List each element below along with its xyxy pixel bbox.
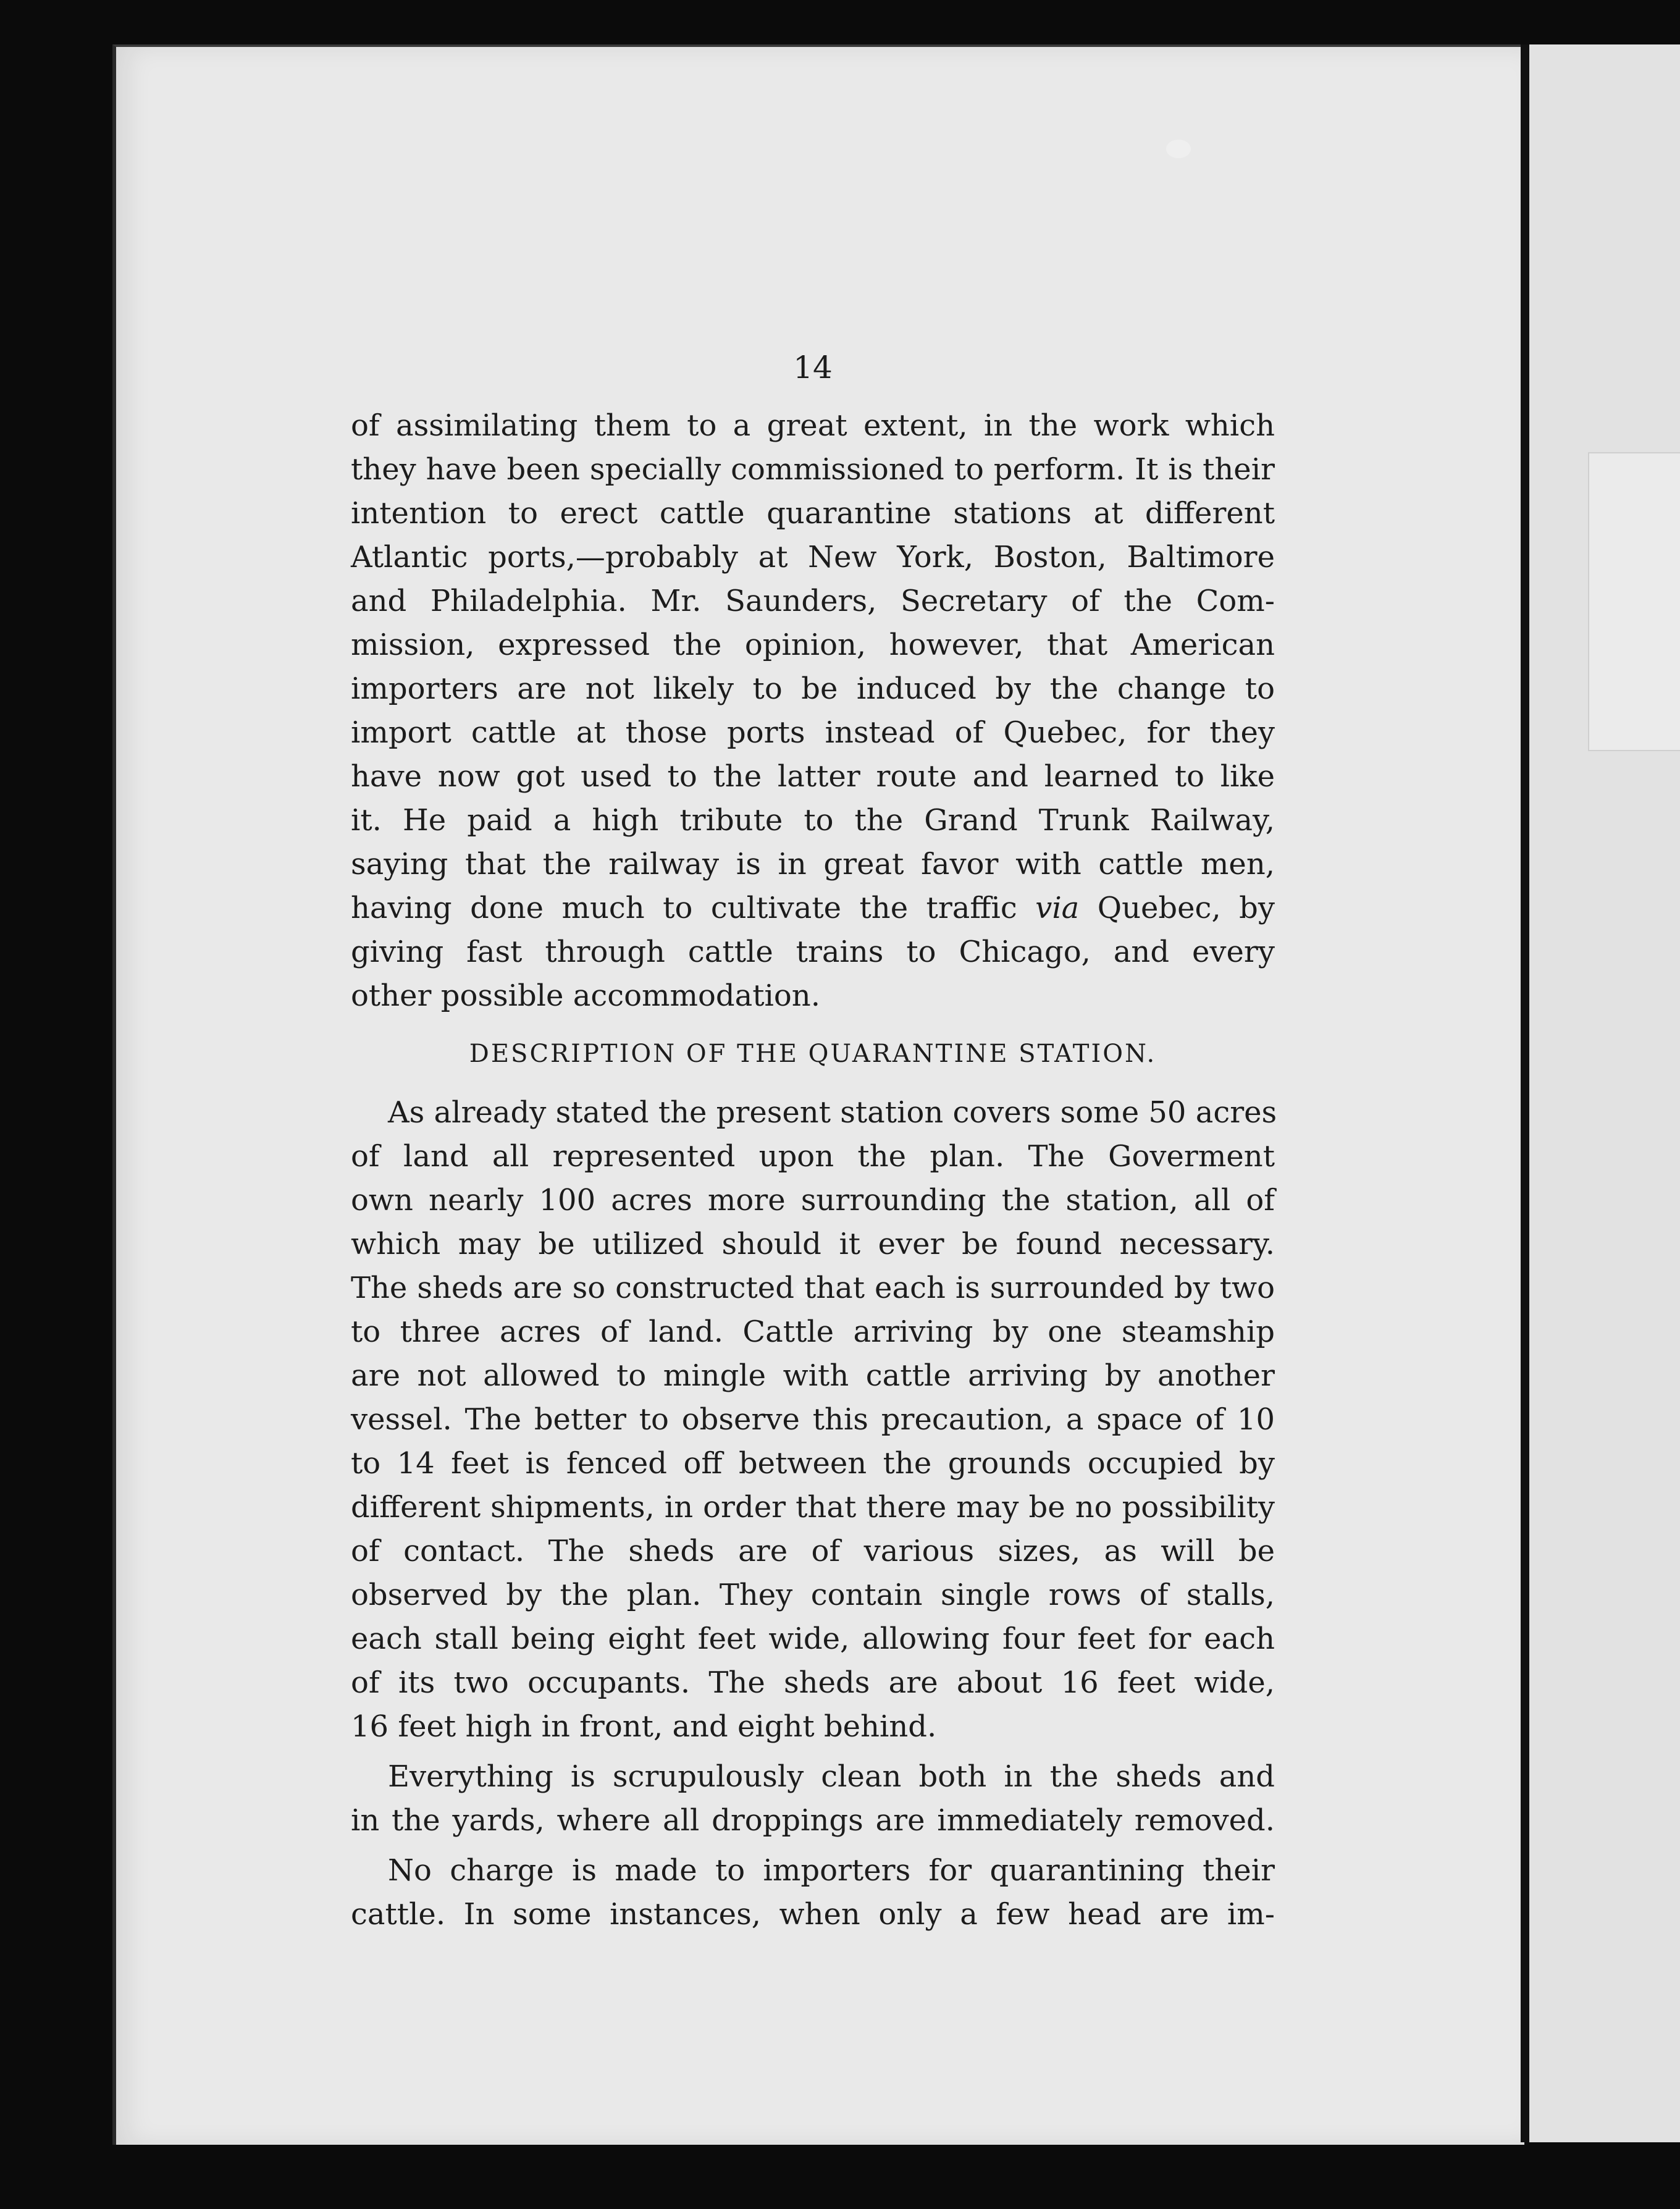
text-line: Atlantic ports,—probably at New York, Boston, Baltimore <box>351 540 1275 574</box>
text-line: importers are not likely to be induced by the change to <box>351 671 1275 706</box>
text-line: intention to erect cattle quarantine stations at different <box>351 496 1275 531</box>
text-line: they have been specially commissioned to perform. It is their <box>351 452 1275 487</box>
text-line: mission, expressed the opinion, however, that American <box>351 628 1275 662</box>
text-line: and Philadelphia. Mr. Saunders, Secretary of the Com- <box>351 584 1275 618</box>
text-line: vessel. The better to observe this precaution, a space of 10 <box>351 1402 1275 1437</box>
text-line: to three acres of land. Cattle arriving by one steamship <box>351 1315 1275 1349</box>
page-text <box>351 334 1275 1937</box>
text-line: having done much to cultivate the traffic via Quebec, by <box>351 891 1275 925</box>
paragraph-1 <box>351 404 1275 1018</box>
text-line: giving fast through cattle trains to Chicago, and every <box>351 935 1275 969</box>
text-line: As already stated the present station covers some 50 acres <box>388 1095 1277 1130</box>
text-line: are not allowed to mingle with cattle arriving by another <box>351 1358 1275 1393</box>
paragraph-2 <box>351 1091 1275 1749</box>
text-line: cattle. In some instances, when only a few head are im- <box>351 1897 1275 1932</box>
text-line: own nearly 100 acres more surrounding the station, all of <box>351 1183 1275 1218</box>
text-line: saying that the railway is in great favor with cattle men, <box>351 847 1275 881</box>
paragraph-gap <box>351 1749 1275 1755</box>
adjacent-page-tab <box>1588 452 1680 751</box>
text-line: of contact. The sheds are of various sizes, as will be <box>351 1534 1275 1568</box>
paper-speck <box>1166 140 1191 158</box>
adjacent-page-edge <box>1521 44 1680 2142</box>
text-line: import cattle at those ports instead of Quebec, for they <box>351 715 1275 750</box>
text-line: each stall being eight feet wide, allowing four feet for each <box>351 1622 1275 1656</box>
text-line: of land all represented upon the plan. The Goverment <box>351 1139 1275 1174</box>
text-line: different shipments, in order that there may be no possibility <box>351 1490 1275 1525</box>
text-line: 16 feet high in front, and eight behind. <box>351 1709 937 1744</box>
text-line: in the yards, where all droppings are immediately removed. <box>351 1803 1275 1838</box>
paragraph-4 <box>351 1849 1275 1937</box>
text-line: observed by the plan. They contain single rows of stalls, <box>351 1578 1275 1612</box>
paragraph-3 <box>351 1755 1275 1843</box>
section-heading: DESCRIPTION OF THE QUARANTINE STATION. <box>469 1040 1157 1068</box>
text-line: other possible accommodation. <box>351 978 820 1013</box>
text-line: The sheds are so constructed that each is surrounded by two <box>351 1271 1275 1305</box>
text-line: which may be utilized should it ever be found necessary. <box>351 1227 1275 1261</box>
text-line: to 14 feet is fenced off between the grounds occupied by <box>351 1446 1275 1481</box>
text-line: have now got used to the latter route and learned to like <box>351 759 1275 794</box>
text-line: of assimilating them to a great extent, in the work which <box>351 408 1275 443</box>
page-number: 14 <box>793 350 833 385</box>
text-line: of its two occupants. The sheds are about 16 feet wide, <box>351 1665 1275 1700</box>
paragraph-gap <box>351 1843 1275 1849</box>
text-line: Everything is scrupulously clean both in the sheds and <box>388 1759 1275 1794</box>
text-line: it. He paid a high tribute to the Grand Trunk Railway, <box>351 803 1275 838</box>
text-line: No charge is made to importers for quarantining their <box>388 1853 1275 1888</box>
